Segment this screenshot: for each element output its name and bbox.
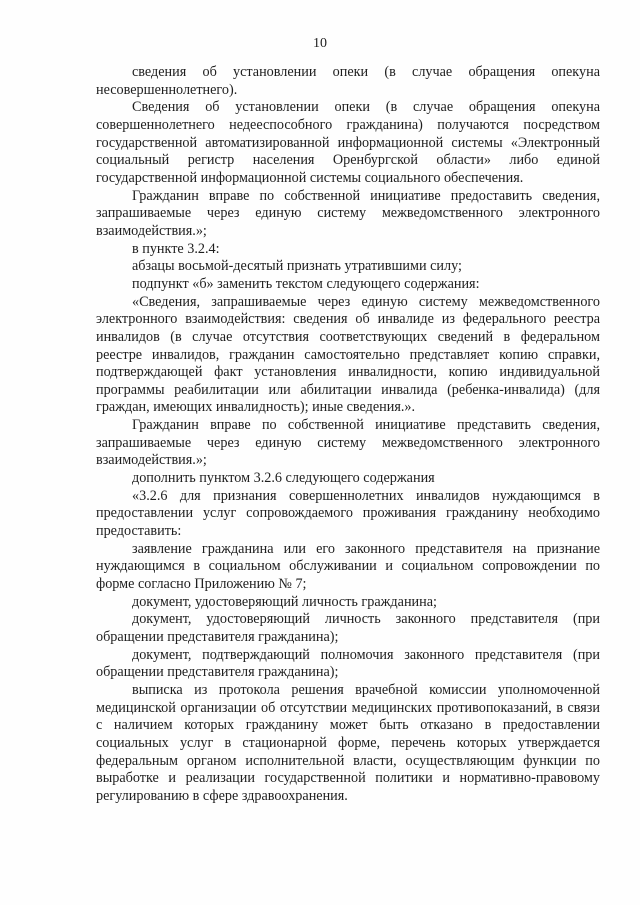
paragraph-clause-3-2-6: «3.2.6 для признания совершеннолетних инвалидов нуждающимся в предоставлении услуг сопровождаемого проживания гражданину необходимо предоставить: bbox=[96, 487, 600, 540]
paragraph-guardianship-minor: сведения об установлении опеки (в случае обращения опекуна несовершеннолетнего). bbox=[96, 64, 600, 98]
paragraph-disability-info: «Сведения, запрашиваемые через единую систему межведомственного электронного взаимодействия: сведения об инвалиде из федерального реестра инвалидов (в случае отсутствия соответствующих сведений в федеральном реестре инвалидов, гражданин самостоятельно представляет копию справки, подтверждающей факт установления инвалидности, копию индивидуальной программы реабилитации или абилитации инвалида (ребенка-инвалида) (для граждан, имеющих инвалидность); иные сведения.». bbox=[96, 293, 600, 416]
paragraph-own-initiative-1: Гражданин вправе по собственной инициативе предоставить сведения, запрашиваемые через единую систему межведомственного электронного взаимодействия.»; bbox=[96, 187, 600, 239]
paragraph-subclause-b: подпункт «б» заменить текстом следующего содержания: bbox=[132, 275, 480, 292]
paragraph-clause-3-2-4: в пункте 3.2.4: bbox=[132, 240, 220, 257]
paragraph-lost-force: абзацы восьмой-десятый признать утратившими силу; bbox=[132, 258, 462, 275]
paragraph-guardianship-adult: Сведения об установлении опеки (в случае обращения опекуна совершеннолетнего недееспособного гражданина) получаются посредством государственной автоматизированной информационной системы «Электронный социальный регистр населения Оренбургской области» либо единой государственной информационной системы социального обеспечения. bbox=[96, 99, 600, 186]
list-item-representative-authority: документ, подтверждающий полномочия законного представителя (при обращении представителя гражданина); bbox=[96, 646, 600, 681]
list-item-representative-id: документ, удостоверяющий личность законного представителя (при обращении представителя гражданина); bbox=[96, 611, 600, 645]
paragraph-own-initiative-2: Гражданин вправе по собственной инициативе представить сведения, запрашиваемые через единую систему межведомственного электронного взаимодействия.»; bbox=[96, 417, 600, 469]
list-item-application: заявление гражданина или его законного представителя на признание нуждающимся в социальном обслуживании и социальном сопровождении по форме согласно Приложению № 7; bbox=[96, 540, 600, 593]
document-body bbox=[96, 64, 600, 806]
list-item-citizen-id: документ, удостоверяющий личность гражданина; bbox=[132, 593, 437, 610]
paragraph-add-clause-3-2-6: дополнить пунктом 3.2.6 следующего содержания bbox=[132, 470, 435, 487]
page-number: 10 bbox=[313, 36, 327, 51]
list-item-medical-extract: выписка из протокола решения врачебной комиссии уполномоченной медицинской организации об отсутствии медицинских противопоказаний, в связи с наличием которых гражданину может быть отказано в предоставлении социальных услуг в стационарной форме, перечень которых утверждается федеральным органом исполнительной власти, осуществляющим функции по выработке и реализации государственной политики и нормативно-правовому регулированию в сфере здравоохранения. bbox=[96, 681, 600, 804]
